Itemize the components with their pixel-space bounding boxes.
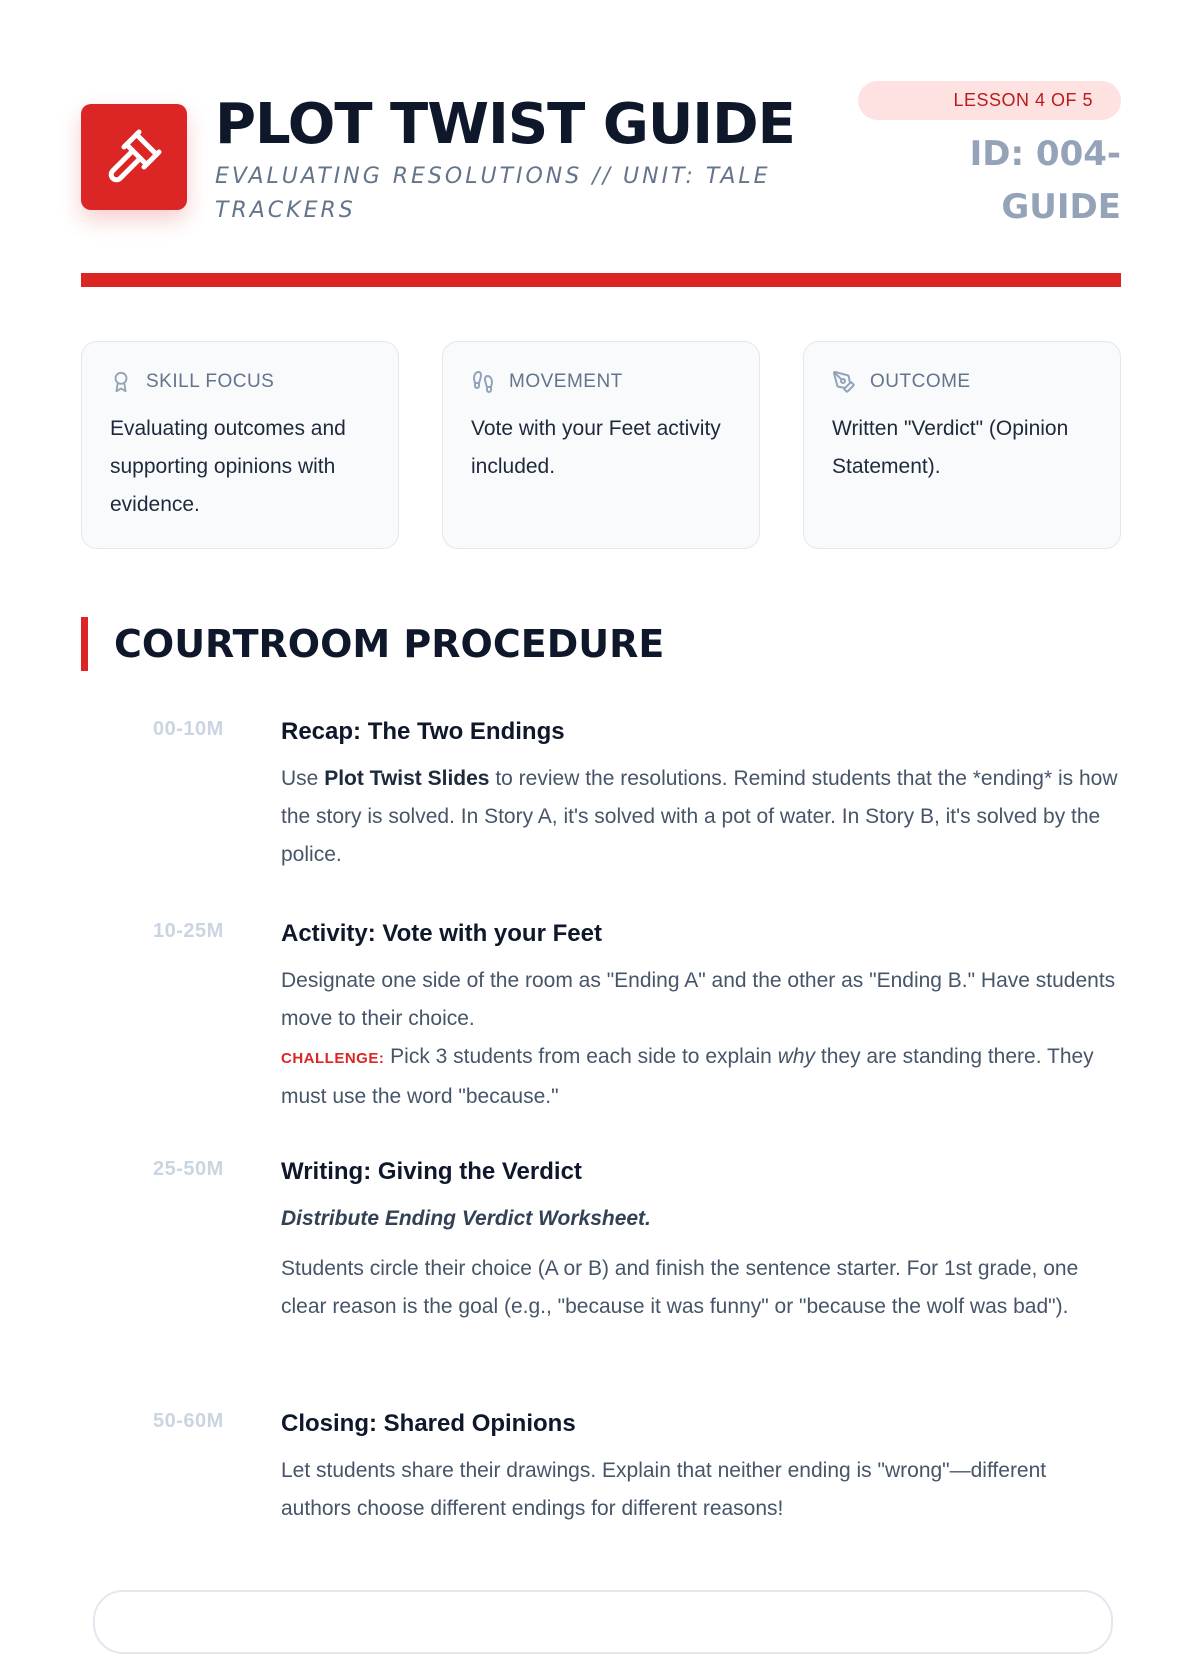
step-text: Designate one side of the room as "Ending A" and the other as "Ending B." Have students move to their choice. <box>281 969 1116 1030</box>
document-id: ID: 004-GUIDE <box>969 134 1121 227</box>
emphasis-text: why <box>777 1045 816 1068</box>
step-body <box>281 1200 1121 1326</box>
card-header <box>832 370 971 394</box>
lesson-badge: LESSON 4 OF 5 <box>858 81 1121 120</box>
card-body: Written "Verdict" (Opinion Statement). <box>832 417 1069 478</box>
step-text: Pick 3 students from each side to explain <box>384 1045 778 1068</box>
step-text: Use <box>281 767 325 790</box>
gavel-icon <box>104 127 164 187</box>
outcome-card <box>803 341 1121 549</box>
award-icon <box>110 370 132 394</box>
challenge-label: CHALLENGE: <box>281 1050 385 1067</box>
lesson-guide-page <box>81 0 1121 1600</box>
step-text: Let students share their drawings. Explain that neither ending is "wrong"—different authors choose different endings for different reasons! <box>281 1459 1047 1520</box>
card-header <box>110 370 274 394</box>
step-text: Students circle their choice (A or B) and finish the sentence starter. For 1st grade, one clear reason is the goal (e.g., "because it was funny" or "because the wolf was bad"). <box>281 1257 1079 1318</box>
step-title: Recap: The Two Endings <box>281 718 565 745</box>
teacher-note: Distribute Ending Verdict Worksheet. <box>281 1207 651 1230</box>
card-label: MOVEMENT <box>509 371 623 392</box>
card-body: Evaluating outcomes and supporting opinions with evidence. <box>110 417 346 516</box>
step-body <box>281 962 1121 1116</box>
step-time: 25-50M <box>153 1158 224 1180</box>
step-time: 00-10M <box>153 718 224 740</box>
step-body <box>281 1452 1121 1528</box>
skill-focus-card <box>81 341 399 549</box>
section-accent-bar <box>81 617 88 671</box>
movement-card <box>442 341 760 549</box>
card-label: OUTCOME <box>870 371 971 392</box>
card-body: Vote with your Feet activity included. <box>471 417 721 478</box>
step-body <box>281 760 1121 874</box>
step-time: 50-60M <box>153 1410 224 1432</box>
footprints-icon <box>471 370 495 394</box>
page-subtitle: EVALUATING RESOLUTIONS // UNIT: TALE TRACKERS <box>215 164 771 223</box>
logo-badge <box>81 104 187 210</box>
step-text: they are standing there. They must use the word "because." <box>281 1045 1094 1108</box>
card-label: SKILL FOCUS <box>146 371 275 392</box>
step-time: 10-25M <box>153 920 224 942</box>
step-title: Activity: Vote with your Feet <box>281 920 602 947</box>
step-title: Closing: Shared Opinions <box>281 1410 576 1437</box>
challenge-text <box>281 1038 1121 1116</box>
pen-tool-icon <box>832 370 856 394</box>
header-divider <box>81 273 1121 287</box>
resource-name: Plot Twist Slides <box>324 767 490 790</box>
section-title: COURTROOM PROCEDURE <box>114 622 665 666</box>
card-header <box>471 370 623 394</box>
step-title: Writing: Giving the Verdict <box>281 1158 582 1185</box>
step-text: to review the resolutions. Remind students that the *ending* is how the story is solved. In Story A, it's solved with a pot of water. In Story B, it's solved by the police. <box>281 767 1118 866</box>
page-title: PLOT TWIST GUIDE <box>215 92 795 157</box>
